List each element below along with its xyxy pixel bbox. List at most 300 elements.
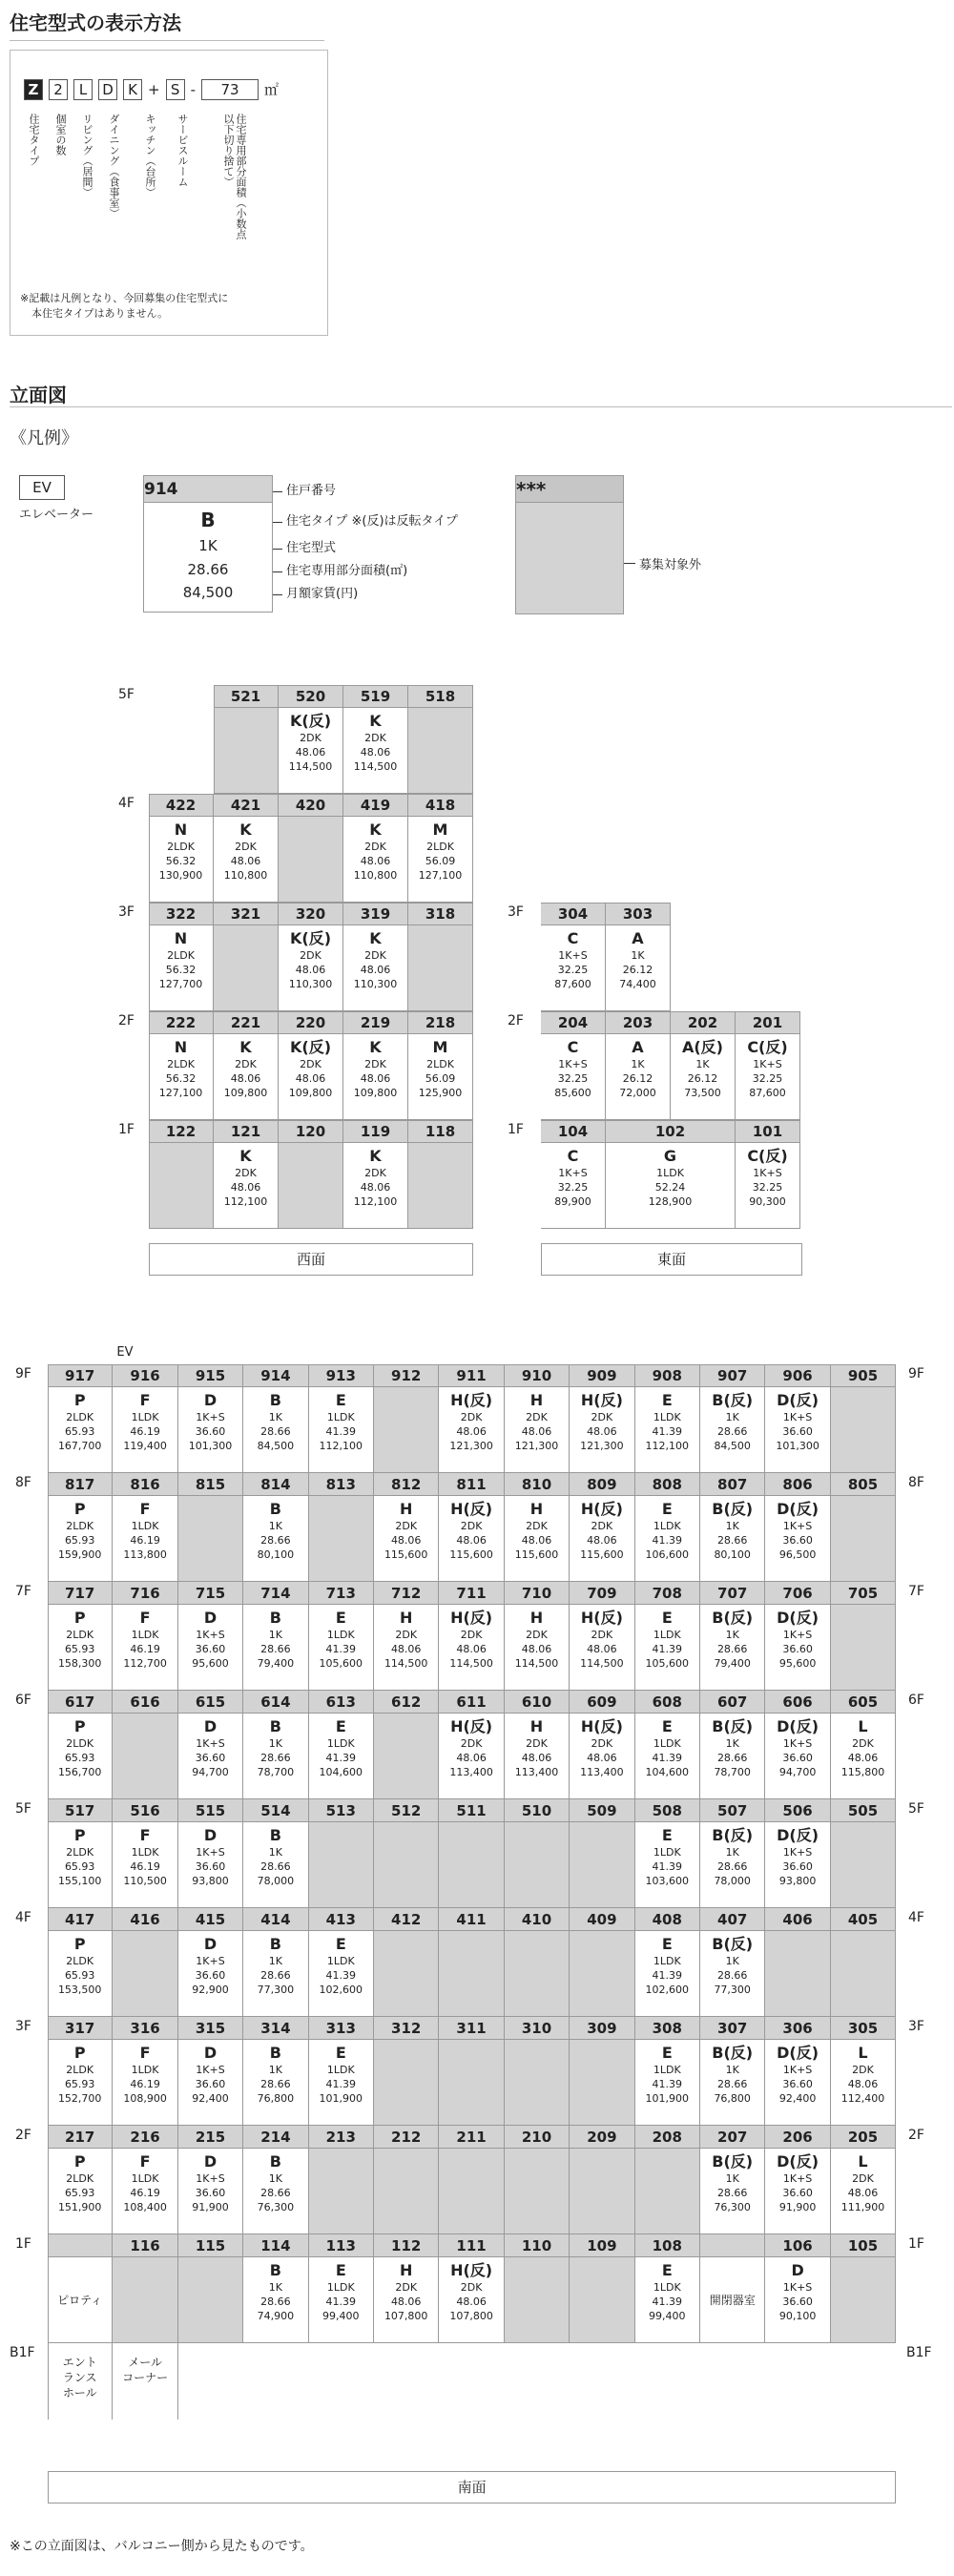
- unit-card: [113, 1822, 177, 1908]
- unit-type: P: [73, 1500, 86, 1518]
- unit-rent: 92,400: [192, 2092, 229, 2105]
- unit-card: [113, 2149, 177, 2234]
- floor-label: 3F: [118, 904, 135, 920]
- unit-card: [309, 1931, 374, 2017]
- unit-rent: 103,600: [645, 1875, 690, 1887]
- unit-area: 65.93: [64, 1752, 95, 1764]
- unit-area: 28.66: [260, 2187, 291, 2199]
- facility-cell: [48, 2257, 113, 2343]
- code-letter: 73: [201, 79, 259, 100]
- unit-number: 314: [243, 2017, 308, 2040]
- legend-label-model: 住宅型式: [286, 541, 337, 555]
- unit-excluded: [831, 1387, 896, 1473]
- unit-number: 507: [700, 1799, 765, 1822]
- unit-number: 319: [343, 903, 408, 925]
- code-letter: 2: [49, 79, 68, 100]
- unit-number: 414: [243, 1908, 308, 1931]
- unit-model: 1K+S: [196, 1846, 225, 1859]
- unit-number: 411: [439, 1908, 504, 1931]
- unit-model: 2LDK: [167, 841, 195, 853]
- unit-rent: 127,100: [418, 869, 463, 882]
- unit-rent: 128,900: [648, 1195, 693, 1208]
- unit-card: [309, 1714, 374, 1799]
- unit-area: 41.39: [652, 1969, 683, 1982]
- unit-model: 2LDK: [66, 1411, 94, 1423]
- unit-number: 607: [700, 1691, 765, 1714]
- unit-number: 102: [606, 1120, 736, 1143]
- unit-card: [439, 1496, 504, 1582]
- unit-number: 815: [178, 1473, 243, 1496]
- unit-rent: 109,800: [353, 1087, 398, 1099]
- unit-number: 506: [765, 1799, 830, 1822]
- unit-rent: 112,100: [645, 1440, 690, 1452]
- unit-number: 110: [505, 2234, 570, 2257]
- unit-rent: 158,300: [57, 1657, 102, 1670]
- unit-type: F: [139, 2044, 151, 2062]
- unit-area: 41.39: [325, 1643, 357, 1655]
- unit-rent: 153,500: [57, 1984, 102, 1996]
- unit-number: 817: [48, 1473, 113, 1496]
- unit-rent: 127,700: [158, 978, 203, 990]
- unit-number: 510: [505, 1799, 570, 1822]
- unit-rent: 92,400: [778, 2092, 817, 2105]
- unit-type: D(反): [777, 1609, 819, 1627]
- unit-number: 705: [831, 1582, 896, 1605]
- unit-rent: 78,700: [257, 1766, 295, 1778]
- unit-type: D: [203, 1935, 218, 1953]
- unit-area: 65.93: [64, 1969, 95, 1982]
- unit-rent: 121,300: [580, 1440, 624, 1452]
- unit-card: [48, 1387, 113, 1473]
- type-code-row: [24, 79, 279, 100]
- unit-type: L: [858, 2044, 868, 2062]
- unit-card: [570, 1605, 634, 1691]
- unit-rent: 115,600: [384, 1548, 428, 1561]
- unit-area: 48.06: [521, 1752, 552, 1764]
- floor-label-right: 6F: [908, 1693, 924, 1708]
- legend-ev-box: EV: [19, 475, 65, 500]
- unit-rent: 92,900: [192, 1984, 229, 1996]
- unit-number: 112: [374, 2234, 439, 2257]
- unit-number: 713: [309, 1582, 374, 1605]
- unit-model: 1K+S: [753, 1167, 782, 1179]
- unit-card: [374, 1496, 439, 1582]
- unit-model: 2DK: [300, 732, 321, 744]
- unit-model: 1K: [268, 2172, 282, 2185]
- unit-rent: 95,600: [192, 1657, 229, 1670]
- unit-number: 518: [408, 685, 473, 708]
- unit-number: 710: [505, 1582, 570, 1605]
- unit-number: 606: [765, 1691, 830, 1714]
- floor-label: 9F: [15, 1366, 31, 1381]
- unit-rent: 96,500: [778, 1548, 817, 1561]
- type-code-label: 住宅タイプ: [28, 114, 40, 166]
- unit-card: [700, 1605, 765, 1691]
- unit-card: [765, 2149, 830, 2234]
- unit-card: [243, 1714, 308, 1799]
- unit-number: 422: [149, 794, 214, 817]
- unit-excluded: [635, 2149, 700, 2234]
- unit-area: 46.19: [130, 2187, 160, 2199]
- unit-card: [309, 2257, 374, 2343]
- unit-model: 1K+S: [782, 2064, 813, 2076]
- facility-label: ピロティ: [57, 2294, 103, 2307]
- unit-number: 808: [635, 1473, 700, 1496]
- unit-excluded: [149, 1143, 214, 1229]
- unit-type: L: [858, 2152, 868, 2171]
- unit-type: B: [269, 2152, 281, 2171]
- unit-type: B(反): [712, 1935, 754, 1953]
- unit-rent: 114,500: [288, 760, 333, 773]
- unit-rent: 77,300: [257, 1984, 295, 1996]
- unit-card: [635, 1605, 700, 1691]
- unit-area: 65.93: [64, 1425, 95, 1438]
- unit-type: H(反): [450, 1391, 493, 1409]
- unit-excluded: [831, 1605, 896, 1691]
- unit-model: 1K+S: [782, 1846, 813, 1859]
- unit-number: 916: [113, 1364, 177, 1387]
- title-divider: [10, 40, 324, 41]
- unit-excluded: [408, 925, 473, 1011]
- unit-area: 46.19: [130, 1534, 160, 1547]
- unit-model: 1K+S: [196, 1955, 225, 1967]
- unit-excluded: [408, 708, 473, 794]
- unit-model: 2LDK: [66, 1629, 94, 1641]
- unit-rent: 87,600: [749, 1087, 786, 1099]
- unit-area: 41.39: [325, 1425, 357, 1438]
- unit-rent: 77,300: [714, 1984, 751, 1996]
- unit-rent: 113,800: [123, 1548, 167, 1561]
- unit-type: B: [269, 1500, 281, 1518]
- unit-card: [178, 1714, 243, 1799]
- unit-model: 1K+S: [196, 2172, 225, 2185]
- unit-type: B(反): [712, 1609, 754, 1627]
- unit-area: 52.24: [654, 1181, 686, 1194]
- floor-label: 8F: [15, 1475, 31, 1490]
- unit-rent: 115,600: [449, 1548, 493, 1561]
- unit-rent: 87,600: [554, 978, 591, 990]
- frame-edge: [541, 1120, 800, 1121]
- code-letter: K: [123, 79, 142, 100]
- unit-number: 611: [439, 1691, 504, 1714]
- unit-type: K: [369, 712, 382, 730]
- unit-area: 32.25: [557, 1072, 589, 1085]
- code-letter: Z: [24, 79, 43, 100]
- unit-rent: 93,800: [192, 1875, 229, 1887]
- unit-type: H: [400, 1609, 413, 1627]
- unit-number: 217: [48, 2126, 113, 2149]
- unit-card: [700, 1496, 765, 1582]
- unit-card: [309, 2040, 374, 2126]
- unit-area: 48.06: [360, 1181, 391, 1194]
- floor-label: 2F: [508, 1013, 524, 1028]
- unit-model: 2LDK: [426, 841, 454, 853]
- unit-number: 312: [374, 2017, 439, 2040]
- unit-card: [243, 2149, 308, 2234]
- unit-number: 714: [243, 1582, 308, 1605]
- unit-card: [309, 1605, 374, 1691]
- unit-type: F: [139, 1826, 151, 1844]
- b1-facility: メール コーナー: [113, 2343, 177, 2420]
- unit-model: 2DK: [852, 2172, 874, 2185]
- legend-unit-model: 1K: [198, 537, 218, 554]
- unit-type: F: [139, 1609, 151, 1627]
- unit-type: A: [632, 1038, 644, 1056]
- unit-excluded: [279, 1143, 343, 1229]
- unit-number: 118: [408, 1120, 473, 1143]
- west-face-label: 西面: [149, 1243, 473, 1276]
- floor-label: 2F: [15, 2128, 31, 2143]
- unit-rent: 159,900: [57, 1548, 102, 1561]
- unit-type: M: [432, 1038, 448, 1056]
- unit-area: 48.06: [456, 2296, 487, 2308]
- unit-model: 1K: [725, 1955, 739, 1967]
- unit-area: 28.66: [260, 1425, 291, 1438]
- unit-number: 809: [570, 1473, 634, 1496]
- legend-excluded-unit: [515, 475, 624, 614]
- unit-card: [736, 1143, 800, 1229]
- type-code-label: 住宅専用部分面積（小数点以下切り捨て）: [222, 114, 247, 239]
- unit-area: 36.60: [195, 2078, 226, 2090]
- unit-number: 615: [178, 1691, 243, 1714]
- unit-number: 407: [700, 1908, 765, 1931]
- unit-type: K: [369, 1038, 382, 1056]
- unit-type: H(反): [450, 1717, 493, 1735]
- unit-card: [113, 1605, 177, 1691]
- unit-area: 48.06: [587, 1643, 617, 1655]
- unit-model: 2DK: [364, 1058, 386, 1070]
- unit-model: 2DK: [460, 1520, 483, 1532]
- floor-label: 1F: [118, 1122, 135, 1137]
- unit-type: K(反): [289, 1038, 332, 1056]
- unit-model: 1K: [268, 1846, 282, 1859]
- unit-area: 26.12: [687, 1072, 718, 1085]
- type-note: ※記載は凡例となり、今回募集の住宅型式に 本住宅タイプはありません。: [20, 292, 229, 320]
- unit-card: [309, 1387, 374, 1473]
- unit-area: 48.06: [521, 1534, 552, 1547]
- unit-card: [343, 1034, 408, 1120]
- unit-number: 509: [570, 1799, 634, 1822]
- unit-type: B(反): [712, 2152, 754, 2171]
- unit-rent: 155,100: [57, 1875, 102, 1887]
- unit-number: 807: [700, 1473, 765, 1496]
- unit-card: [343, 925, 408, 1011]
- frame-edge: [149, 1120, 150, 1229]
- unit-model: 2DK: [364, 949, 386, 962]
- unit-area: 48.06: [230, 855, 261, 867]
- unit-rent: 73,500: [684, 1087, 721, 1099]
- unit-card: [48, 1496, 113, 1582]
- unit-model: 2DK: [591, 1520, 613, 1532]
- unit-number: 517: [48, 1799, 113, 1822]
- unit-type: H(反): [580, 1717, 623, 1735]
- unit-number: 307: [700, 2017, 765, 2040]
- unit-number: 111: [439, 2234, 504, 2257]
- unit-area: 48.06: [521, 1643, 552, 1655]
- unit-rent: 104,600: [319, 1766, 363, 1778]
- unit-number: 416: [113, 1908, 177, 1931]
- floor-label-right: 3F: [908, 2019, 924, 2034]
- unit-card: [831, 2149, 896, 2234]
- unit-card: [635, 1931, 700, 2017]
- unit-rent: 110,500: [123, 1875, 167, 1887]
- unit-card: [831, 1714, 896, 1799]
- unit-card: [279, 925, 343, 1011]
- unit-card: [178, 1387, 243, 1473]
- unit-area: 48.06: [295, 746, 326, 758]
- floor-label-right: 9F: [908, 1366, 924, 1381]
- unit-rent: 114,500: [353, 760, 398, 773]
- unit-area: 26.12: [622, 964, 653, 976]
- unit-rent: 84,500: [257, 1440, 295, 1452]
- unit-card: [243, 1931, 308, 2017]
- unit-model: 2LDK: [167, 949, 195, 962]
- unit-rent: 114,500: [580, 1657, 624, 1670]
- unit-model: 2LDK: [66, 2064, 94, 2076]
- unit-number: 511: [439, 1799, 504, 1822]
- unit-excluded: [570, 1822, 634, 1908]
- footnote: ※この立面図は、バルコニー側から見たものです。: [10, 2539, 314, 2554]
- floor-label: 2F: [118, 1013, 135, 1028]
- unit-number: 210: [505, 2126, 570, 2149]
- unit-number: 609: [570, 1691, 634, 1714]
- unit-card: [214, 1034, 279, 1120]
- unit-type: H: [529, 1500, 544, 1518]
- unit-rent: 102,600: [319, 1984, 363, 1996]
- unit-area: 48.06: [360, 1072, 391, 1085]
- unit-type: N: [174, 929, 188, 947]
- unit-type: D: [791, 2261, 804, 2279]
- unit-area: 36.60: [782, 1752, 813, 1764]
- floor-label: 5F: [15, 1801, 31, 1817]
- unit-number: 308: [635, 2017, 700, 2040]
- unit-excluded: [374, 1714, 439, 1799]
- unit-area: 41.39: [325, 2078, 357, 2090]
- unit-area: 41.39: [325, 1752, 357, 1764]
- unit-number: 519: [343, 685, 408, 708]
- unit-model: 1LDK: [131, 2064, 159, 2076]
- unit-card: [635, 1387, 700, 1473]
- unit-number: 114: [243, 2234, 308, 2257]
- unit-number: 421: [214, 794, 279, 817]
- unit-area: 41.39: [652, 1534, 683, 1547]
- unit-number: 806: [765, 1473, 830, 1496]
- unit-card: [606, 925, 671, 1011]
- unit-rent: 94,700: [192, 1766, 229, 1778]
- unit-type: H: [529, 1717, 544, 1735]
- unit-area: 48.06: [847, 2187, 879, 2199]
- unit-number: 515: [178, 1799, 243, 1822]
- unit-rent: 94,700: [778, 1766, 817, 1778]
- unit-number: 520: [279, 685, 343, 708]
- unit-card: [243, 1605, 308, 1691]
- unit-rent: 79,400: [257, 1657, 295, 1670]
- unit-excluded: [374, 2040, 439, 2126]
- unit-number: 814: [243, 1473, 308, 1496]
- unit-area: 28.66: [716, 2187, 748, 2199]
- unit-rent: 119,400: [123, 1440, 167, 1452]
- unit-type: H(反): [580, 1391, 623, 1409]
- unit-number: 812: [374, 1473, 439, 1496]
- unit-rent: 114,500: [514, 1657, 559, 1670]
- unit-model: 1LDK: [656, 1167, 684, 1179]
- unit-number: 304: [541, 903, 606, 925]
- unit-number: 410: [505, 1908, 570, 1931]
- unit-rent: 107,800: [449, 2310, 493, 2322]
- unit-area: 41.39: [652, 1643, 683, 1655]
- unit-type: P: [73, 2044, 86, 2062]
- unit-number: [48, 2234, 113, 2257]
- unit-card: [606, 1034, 671, 1120]
- unit-area: 46.19: [130, 2078, 160, 2090]
- unit-type: E: [661, 1717, 673, 1735]
- unit-excluded: [765, 1931, 830, 2017]
- unit-type: B: [269, 1609, 281, 1627]
- unit-area: 28.66: [716, 1643, 748, 1655]
- unit-model: 2DK: [235, 1058, 257, 1070]
- unit-type: C(反): [747, 1038, 788, 1056]
- unit-area: 36.60: [782, 2296, 813, 2308]
- floor-label: 3F: [508, 904, 524, 920]
- unit-model: 1LDK: [326, 1955, 355, 1967]
- unit-area: 36.60: [782, 1860, 813, 1873]
- unit-area: 26.12: [622, 1072, 653, 1085]
- unit-type: D(反): [777, 1826, 819, 1844]
- unit-type: B: [269, 1391, 281, 1409]
- unit-area: 65.93: [64, 1643, 95, 1655]
- unit-type: D: [203, 1609, 218, 1627]
- frame-edge: [149, 1011, 473, 1012]
- unit-model: 1LDK: [131, 1629, 159, 1641]
- unit-area: 48.06: [230, 1072, 261, 1085]
- unit-area: 48.06: [456, 1534, 487, 1547]
- unit-number: 608: [635, 1691, 700, 1714]
- unit-number: 316: [113, 2017, 177, 2040]
- unit-model: 1K+S: [782, 1520, 813, 1532]
- unit-card: [178, 2040, 243, 2126]
- unit-type: E: [661, 1500, 673, 1518]
- unit-number: 405: [831, 1908, 896, 1931]
- unit-card: [243, 1387, 308, 1473]
- unit-rent: 105,600: [645, 1657, 690, 1670]
- unit-rent: 115,600: [514, 1548, 559, 1561]
- unit-card: [243, 1822, 308, 1908]
- unit-rent: 76,800: [257, 2092, 295, 2105]
- unit-card: [113, 1496, 177, 1582]
- unit-type: N: [174, 821, 188, 839]
- unit-rent: 76,300: [257, 2201, 295, 2213]
- unit-type: B: [269, 1717, 281, 1735]
- unit-card: [243, 2040, 308, 2126]
- unit-card: [765, 1387, 830, 1473]
- unit-card: [48, 2040, 113, 2126]
- unit-number: 206: [765, 2126, 830, 2149]
- unit-rent: 108,900: [123, 2092, 167, 2105]
- legend-unit-type: B: [200, 509, 216, 531]
- unit-model: 2DK: [591, 1629, 613, 1641]
- unit-card: [505, 1605, 570, 1691]
- unit-card: [606, 1143, 736, 1229]
- unit-card: [408, 817, 473, 903]
- unit-rent: 110,300: [288, 978, 333, 990]
- unit-model: 1K+S: [196, 1737, 225, 1750]
- unit-model: 2LDK: [66, 1520, 94, 1532]
- unit-type: B(反): [712, 1826, 754, 1844]
- unit-model: 1LDK: [131, 2172, 159, 2185]
- unit-type: E: [335, 1935, 346, 1953]
- unit-model: 1K: [268, 1520, 282, 1532]
- unit-area: 28.66: [260, 2296, 291, 2308]
